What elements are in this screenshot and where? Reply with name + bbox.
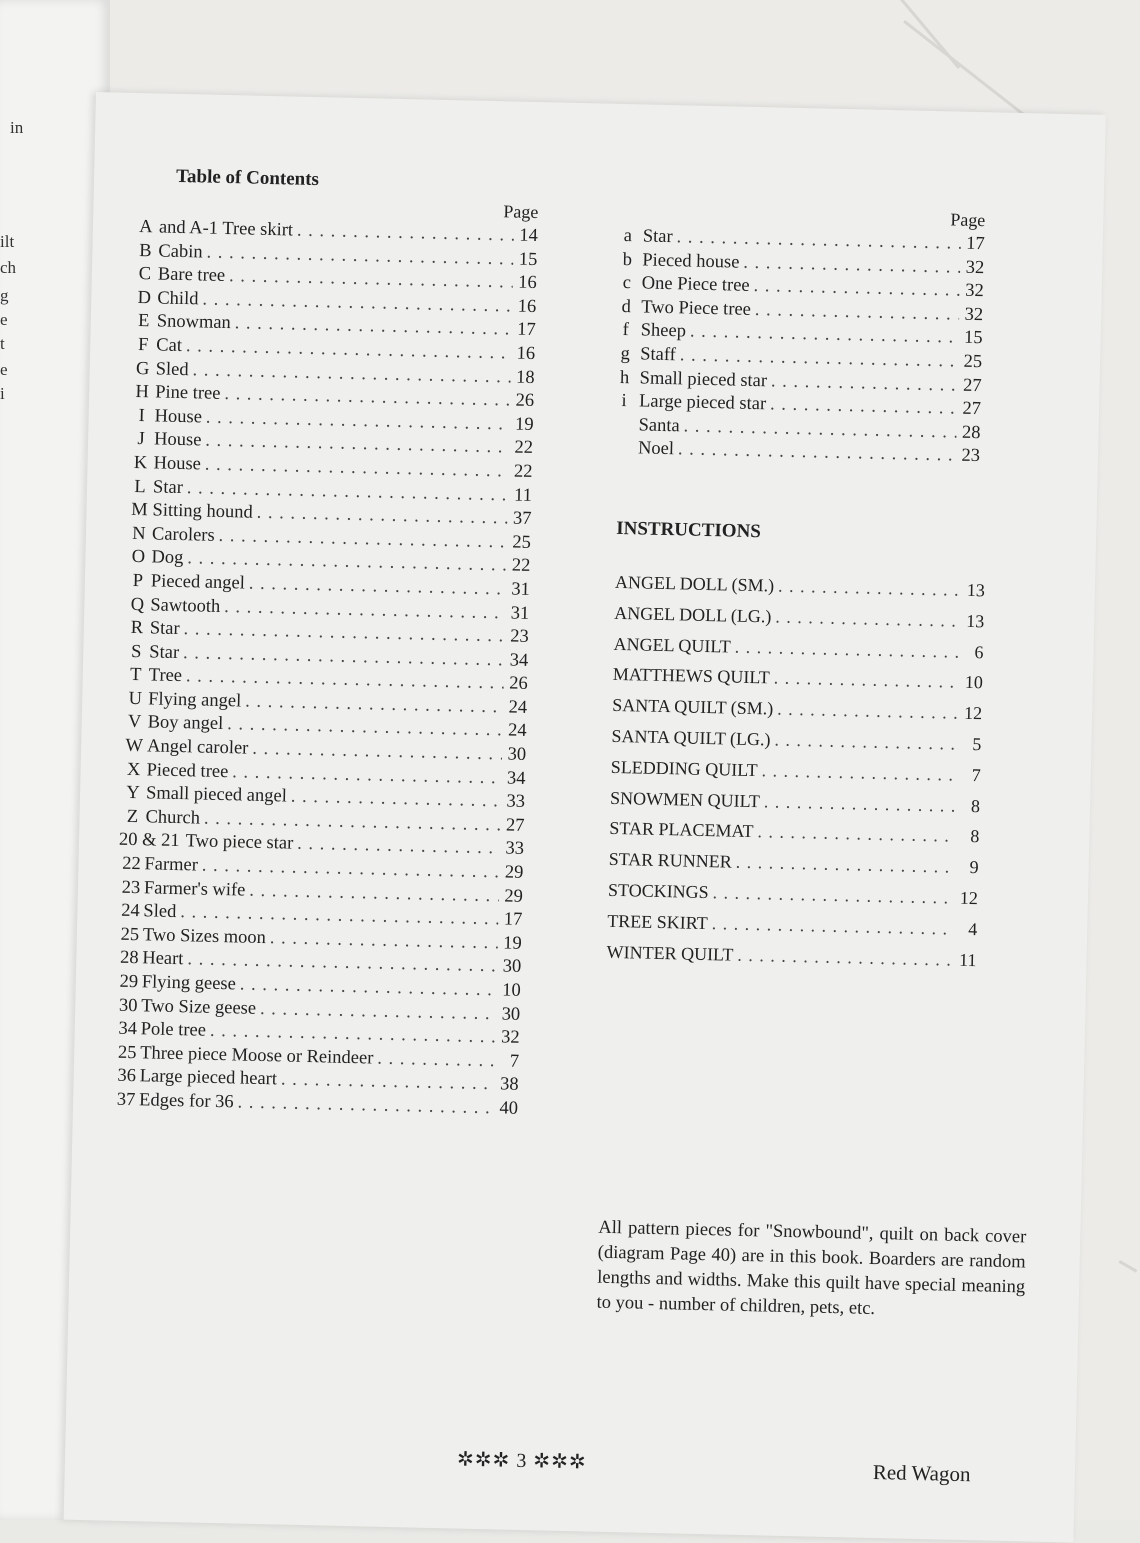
dot-leader <box>240 974 497 1001</box>
entry-title: SANTA QUILT (LG.) <box>611 725 771 750</box>
entry-title: Pieced tree <box>146 759 229 782</box>
entry-title: House <box>154 406 203 428</box>
entry-title: Snowman <box>156 311 232 334</box>
left-page-text-fragment: g <box>0 286 9 305</box>
dot-leader <box>291 787 502 813</box>
entry-title: Farmer's wife <box>143 877 246 901</box>
entry-page-number: 29 <box>504 886 524 907</box>
entry-title: Two Sizes moon <box>142 925 267 948</box>
dot-leader <box>377 1048 495 1072</box>
entry-code: K <box>133 452 148 474</box>
dot-leader <box>736 852 955 878</box>
entry-code: P <box>132 570 144 592</box>
entry-title: STAR PLACEMAT <box>609 818 754 842</box>
pattern-note: All pattern pieces for "Snowbound", quilt on back cover (diagram Page 40) are in this book. Boarders are random lengths and widths. Make this quilt have special meaning to you - number of children, pets, etc. <box>596 1217 1027 1319</box>
entry-code: V <box>127 712 142 733</box>
entry-code: c <box>622 273 632 294</box>
entry-page-number: 15 <box>518 249 538 270</box>
entry-code: h <box>619 367 630 388</box>
entry-title: STOCKINGS <box>607 879 709 903</box>
entry-title: Sled <box>155 358 189 380</box>
entry-code: 25 <box>117 1042 137 1063</box>
entry-page-number: 34 <box>509 650 529 671</box>
tile-grout <box>1119 1260 1138 1273</box>
entry-code: X <box>126 759 141 780</box>
entry-title: Pieced angel <box>150 571 246 594</box>
page-number: ✲✲✲ 3 ✲✲✲ <box>456 1448 587 1474</box>
dot-leader <box>771 371 958 396</box>
entry-code: 28 <box>119 948 139 969</box>
entry-title: Star <box>152 476 184 498</box>
entry-code: Q <box>130 594 145 615</box>
entry-page-number: 33 <box>505 838 525 860</box>
entry-page-number: 16 <box>516 343 536 364</box>
entry-title: Heart <box>142 948 184 970</box>
entry-code: 25 <box>120 924 140 946</box>
entry-page-number: 23 <box>961 446 981 467</box>
entry-page-number: 23 <box>510 626 529 648</box>
entry-title: Star <box>149 642 180 663</box>
dot-leader <box>761 760 957 785</box>
entry-title: Pieced house <box>642 250 740 273</box>
dot-leader <box>256 503 507 530</box>
entry-title: Sled <box>143 901 177 923</box>
entry-code: i <box>621 391 627 412</box>
entry-title: ANGEL QUILT <box>613 633 731 657</box>
entry-code: g <box>620 343 631 365</box>
dot-leader <box>711 913 953 939</box>
entry-page-number: 17 <box>503 909 523 931</box>
entry-page-number: 5 <box>972 734 982 755</box>
dot-leader <box>297 834 500 860</box>
dot-leader <box>737 944 953 970</box>
page-column-header: Page <box>950 209 986 231</box>
entry-page-number: 8 <box>970 826 980 847</box>
entry-title: Two piece star <box>185 831 294 855</box>
entry-page-number: 32 <box>964 280 984 302</box>
entry-title: House <box>153 429 202 451</box>
entry-code: 20 & 21 <box>118 830 180 852</box>
entry-code: J <box>137 429 145 450</box>
entry-title: Dog <box>151 547 184 569</box>
entry-page-number: 12 <box>959 887 979 909</box>
entry-code: 22 <box>122 853 141 875</box>
dot-leader <box>777 699 958 724</box>
entry-title: Large pieced heart <box>139 1066 278 1090</box>
entry-title: Boy angel <box>147 712 224 735</box>
entry-page-number: 37 <box>512 508 532 530</box>
entry-page-number: 10 <box>964 672 984 693</box>
dot-leader <box>778 576 961 601</box>
dot-leader <box>775 606 960 631</box>
entry-title: Angel caroler <box>146 736 249 759</box>
entry-page-number: 10 <box>501 980 521 1001</box>
entry-page-number: 17 <box>966 233 986 255</box>
entry-page-number: 17 <box>516 319 536 341</box>
entry-page-number: 15 <box>963 328 983 349</box>
entry-page-number: 7 <box>509 1051 520 1072</box>
book-page <box>64 92 1106 1543</box>
entry-code: a <box>623 226 633 247</box>
entry-code: N <box>132 523 146 544</box>
dot-leader <box>252 739 502 766</box>
entry-code: R <box>130 618 144 639</box>
dot-leader <box>743 252 960 278</box>
entry-page-number: 19 <box>503 933 523 954</box>
entry-page-number: 32 <box>964 304 984 325</box>
entry-page-number: 32 <box>965 257 985 278</box>
toc-right-column <box>608 202 986 470</box>
entry-page-number: 16 <box>518 272 538 294</box>
entry-page-number: 22 <box>514 437 534 459</box>
dot-leader <box>755 300 960 326</box>
entry-page-number: 8 <box>970 795 981 816</box>
entry-title: One Piece tree <box>641 273 750 297</box>
page-column-header: Page <box>503 201 539 223</box>
entry-title: Sheep <box>640 320 687 342</box>
entry-page-number: 13 <box>966 579 986 601</box>
entry-page-number: 26 <box>508 673 528 695</box>
entry-code: 37 <box>116 1089 136 1111</box>
entry-title: MATTHEWS QUILT <box>612 664 770 688</box>
entry-title: Star <box>642 226 673 248</box>
publisher-name: Red Wagon <box>872 1459 971 1487</box>
left-page-text-fragment: i <box>0 384 5 403</box>
entry-code: W <box>125 735 144 757</box>
entry-title: SLEDDING QUILT <box>610 756 758 780</box>
entry-page-number: 24 <box>507 720 527 742</box>
entry-page-number: 31 <box>510 603 530 624</box>
entry-title: SANTA QUILT (SM.) <box>611 695 774 719</box>
entry-page-number: 7 <box>971 764 981 786</box>
entry-page-number: 32 <box>500 1027 520 1049</box>
left-page-text-fragment: in <box>10 118 24 137</box>
dot-leader <box>770 395 957 420</box>
entry-page-number: 40 <box>499 1098 519 1119</box>
entry-title: Farmer <box>144 854 199 876</box>
entry-page-number: 4 <box>968 918 978 939</box>
entry-title: Small pieced angel <box>145 783 288 807</box>
entry-page-number: 12 <box>963 703 983 724</box>
dot-leader <box>773 668 959 693</box>
entry-code: O <box>131 547 146 568</box>
entry-code: b <box>622 249 633 270</box>
entry-title: Pole tree <box>140 1019 207 1041</box>
entry-page-number: 13 <box>966 610 985 632</box>
toc-right-list <box>608 226 985 470</box>
entry-page-number: 28 <box>961 422 981 443</box>
entry-code: F <box>137 334 149 356</box>
dot-leader <box>270 928 498 954</box>
entry-title: STAR RUNNER <box>608 849 733 872</box>
entry-page-number: 22 <box>511 555 531 577</box>
dot-leader <box>249 880 499 907</box>
entry-page-number: 25 <box>963 351 983 373</box>
entry-title: Flying geese <box>141 972 237 995</box>
entry-page-number: 30 <box>507 744 527 765</box>
entry-page-number: 26 <box>515 390 535 412</box>
entry-code: C <box>138 264 152 285</box>
entry-title: ANGEL DOLL (SM.) <box>614 571 775 596</box>
entry-code: L <box>134 476 146 497</box>
left-page-text-fragment: e <box>0 360 8 379</box>
entry-code: A <box>139 217 153 238</box>
entry-code: d <box>621 296 632 317</box>
entry-title: ANGEL DOLL (LG.) <box>614 602 772 627</box>
entry-title: Large pieced star <box>638 391 767 415</box>
entry-title: Small pieced star <box>639 367 768 391</box>
entry-code: 34 <box>118 1018 138 1040</box>
entry-title: Cat <box>156 335 183 356</box>
entry-title: Staff <box>639 344 677 366</box>
instructions-heading: INSTRUCTIONS <box>615 517 762 543</box>
toc-left-column <box>113 193 539 1123</box>
dot-leader <box>245 691 503 718</box>
left-page-text-fragment: e <box>0 310 8 329</box>
entry-title: Sitting hound <box>152 500 253 523</box>
entry-title: Sawtooth <box>150 594 221 617</box>
entry-title: House <box>153 453 202 475</box>
entry-page-number: 29 <box>504 862 524 883</box>
dot-leader <box>712 882 954 908</box>
entry-page-number: 30 <box>502 956 522 978</box>
entry-page-number: 18 <box>515 367 535 388</box>
dot-leader <box>297 221 514 247</box>
entry-title: Bare tree <box>157 264 226 287</box>
entry-page-number: 27 <box>505 815 525 836</box>
entry-page-number: 31 <box>511 579 531 600</box>
entry-title: Child <box>157 288 199 310</box>
entry-code: G <box>135 358 150 379</box>
entry-title: TREE SKIRT <box>607 910 708 933</box>
entry-code: 29 <box>119 971 139 993</box>
dot-leader <box>764 791 957 816</box>
entry-title: Star <box>149 618 180 640</box>
entry-page-number: 19 <box>514 414 534 435</box>
entry-page-number: 14 <box>519 225 539 247</box>
entry-code: I <box>138 405 145 426</box>
entry-title: Two Size geese <box>141 995 257 1019</box>
entry-title: Carolers <box>151 524 215 546</box>
dot-leader <box>734 636 959 662</box>
entry-page-number: 6 <box>974 641 984 662</box>
entry-title: Edges for 36 <box>138 1090 234 1113</box>
entry-code <box>608 453 638 454</box>
entry-page-number: 30 <box>501 1004 521 1025</box>
entry-page-number: 27 <box>962 375 982 396</box>
entry-code: B <box>139 240 152 261</box>
entry-page-number: 9 <box>969 857 979 878</box>
entry-code: 24 <box>120 901 140 922</box>
entry-code: 30 <box>118 995 138 1016</box>
entry-code: S <box>130 641 142 662</box>
entry-page-number: 11 <box>513 485 533 506</box>
entry-page-number: 16 <box>517 296 537 317</box>
entry-code: D <box>137 287 152 309</box>
entry-title: Santa <box>638 415 680 437</box>
entry-title: Church <box>145 807 201 829</box>
left-page-text-fragment: ilt <box>0 232 15 251</box>
entry-title: Tree <box>148 665 183 687</box>
entry-page-number: 34 <box>506 768 526 789</box>
dot-leader <box>249 574 506 601</box>
entry-code: U <box>128 688 143 710</box>
entry-code: 36 <box>117 1066 137 1087</box>
dot-leader <box>281 1070 495 1096</box>
entry-title: Cabin <box>158 241 203 263</box>
entry-title: Pine tree <box>154 382 221 405</box>
entry-code: Z <box>126 806 139 827</box>
entry-title: SNOWMEN QUILT <box>609 787 761 811</box>
entry-code: f <box>622 320 630 341</box>
instructions-list <box>606 572 985 981</box>
dot-leader <box>774 730 957 755</box>
entry-page-number: 24 <box>508 697 528 718</box>
entry-code: M <box>131 500 148 521</box>
entry-code: T <box>129 665 142 686</box>
entry-code: H <box>135 382 150 403</box>
entry-title: Three piece Moose or Reindeer <box>139 1043 374 1069</box>
entry-code: E <box>137 311 150 332</box>
left-page-text-fragment: t <box>0 334 5 353</box>
entry-page-number: 27 <box>962 398 982 420</box>
entry-code <box>608 429 638 430</box>
dot-leader <box>753 276 960 302</box>
entry-code: 23 <box>121 877 141 898</box>
entry-title: Flying angel <box>148 689 242 712</box>
entry-title: and A-1 Tree skirt <box>158 217 294 241</box>
dot-leader <box>237 1092 494 1119</box>
entry-page-number: 11 <box>958 949 977 970</box>
entry-page-number: 22 <box>513 461 533 482</box>
entry-title: Two Piece tree <box>641 297 752 320</box>
left-page-text-fragment: ch <box>0 258 17 277</box>
entry-page-number: 25 <box>512 532 532 553</box>
entry-code: Y <box>126 783 141 804</box>
toc-title: Table of Contents <box>175 165 320 191</box>
entry-title: WINTER QUILT <box>606 941 734 965</box>
entry-page-number: 38 <box>499 1074 519 1096</box>
entry-title: Noel <box>637 438 675 460</box>
toc-left-list <box>113 217 538 1123</box>
entry-page-number: 33 <box>506 791 526 813</box>
dot-leader <box>260 999 497 1025</box>
dot-leader <box>757 822 955 847</box>
